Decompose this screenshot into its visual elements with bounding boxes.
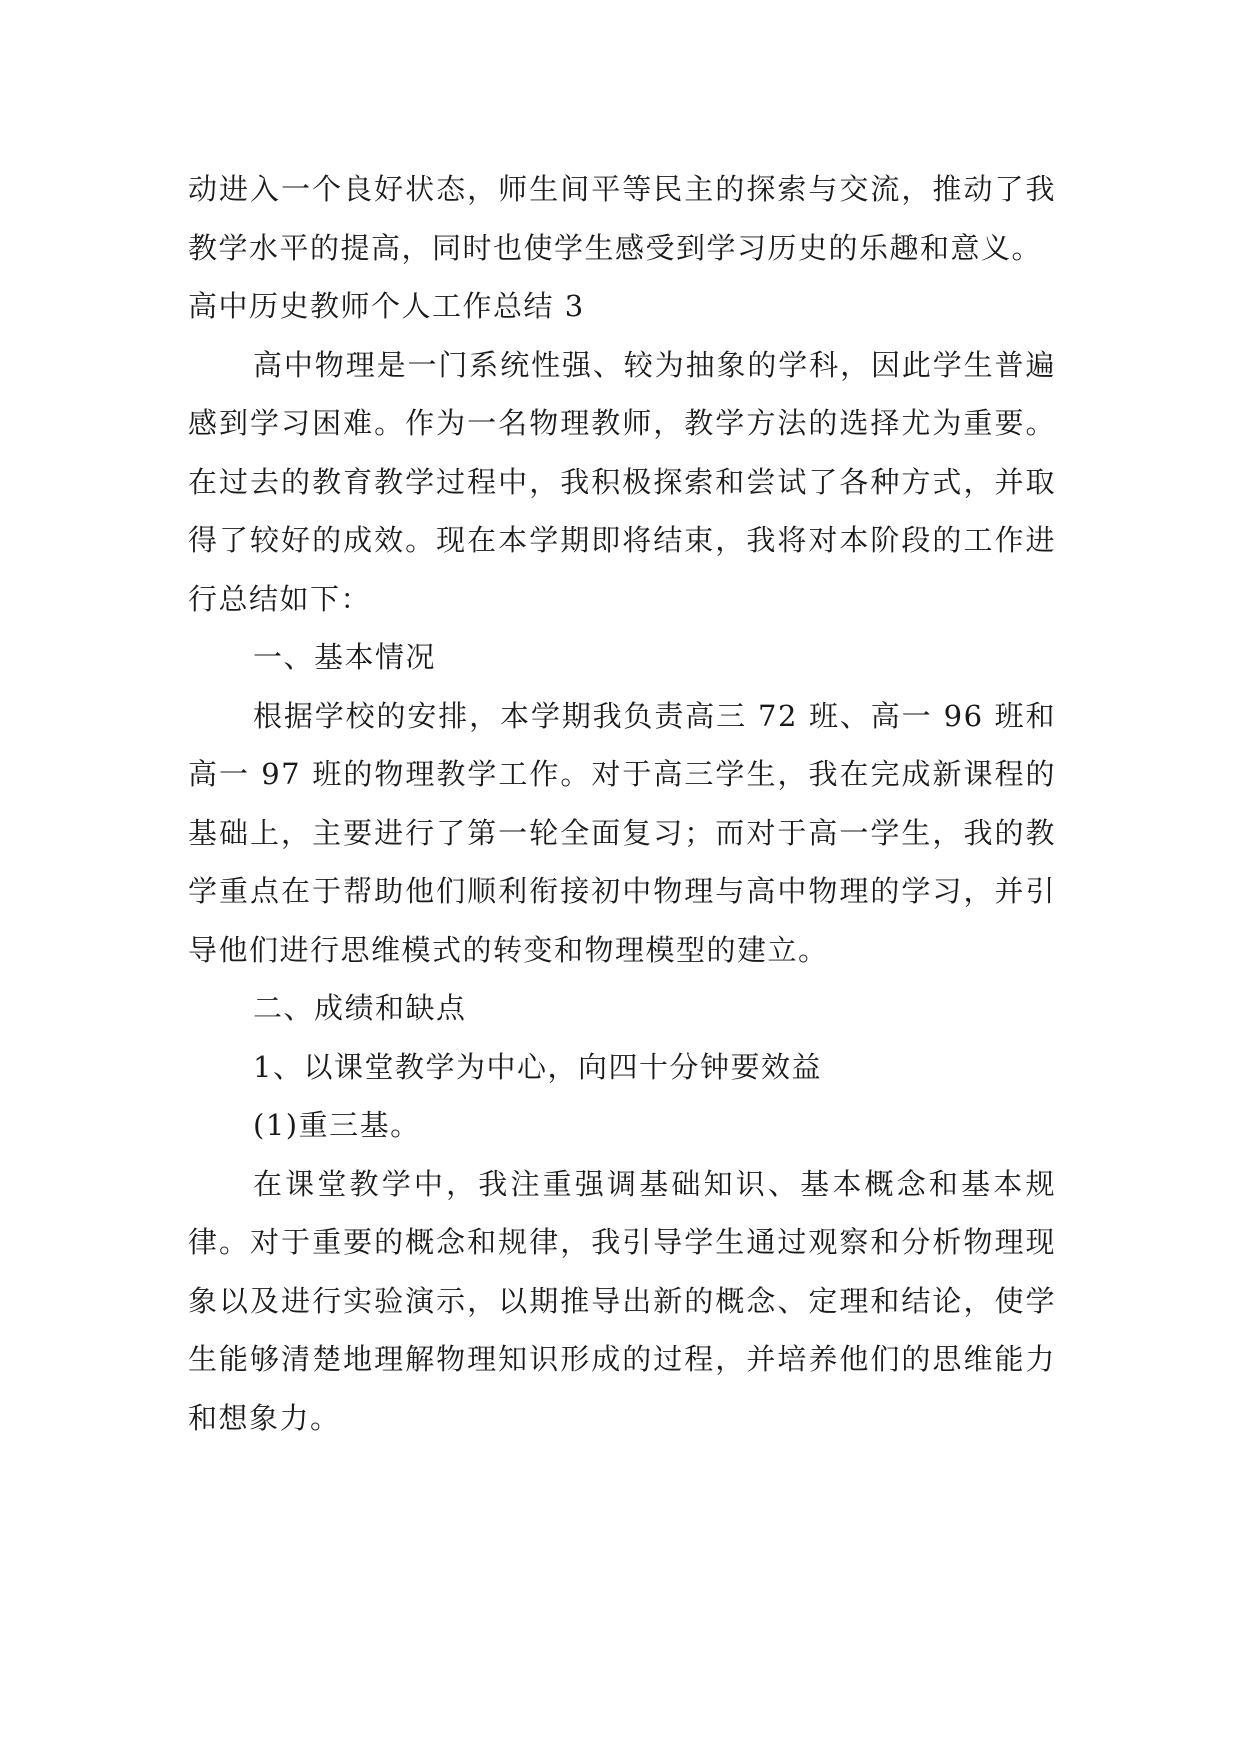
paragraph-intro: 高中物理是一门系统性强、较为抽象的学科，因此学生普遍感到学习困难。作为一名物理教师，教学方法的选择尤为重要。在过去的教育教学过程中，我积极探索和尝试了各种方式，并取得了较好的成效。现在本学期即将结束，我将对本阶段的工作进行总结如下： — [188, 347, 1056, 616]
paragraph-continuation: 动进入一个良好状态，师生间平等民主的探索与交流，推动了我教学水平的提高，同时也使学生感受到学习历史的乐趣和意义。 — [188, 172, 1056, 265]
section-title: 高中历史教师个人工作总结 3 — [188, 289, 585, 323]
subheading-basic-situation: 一、基本情况 — [253, 640, 437, 674]
subheading-achievements: 二、成绩和缺点 — [253, 991, 467, 1025]
list-item-classroom-teaching: 1、以课堂教学为中心，向四十分钟要效益 — [253, 1049, 822, 1084]
paragraph-classroom-teaching: 在课堂教学中，我注重强调基础知识、基本概念和基本规律。对于重要的概念和规律，我引导学生通过观察和分析物理现象以及进行实验演示，以期推导出新的概念、定理和结论，使学生能够清楚地理解物理知识形成的过程，并培养他们的思维能力和想象力。 — [188, 1166, 1056, 1435]
paragraph-basic-situation: 根据学校的安排，本学期我负责高三 72 班、高一 96 班和高一 97 班的物理教学工作。对于高三学生，我在完成新课程的基础上，主要进行了第一轮全面复习；而对于高一学生，我的教学重点在于帮助他们顺利衔接初中物理与高中物理的学习，并引导他们进行思维模式的转变和物理模型的建立。 — [188, 698, 1056, 967]
document-body — [188, 160, 1056, 1447]
list-item-three-basics: (1)重三基。 — [253, 1108, 421, 1142]
